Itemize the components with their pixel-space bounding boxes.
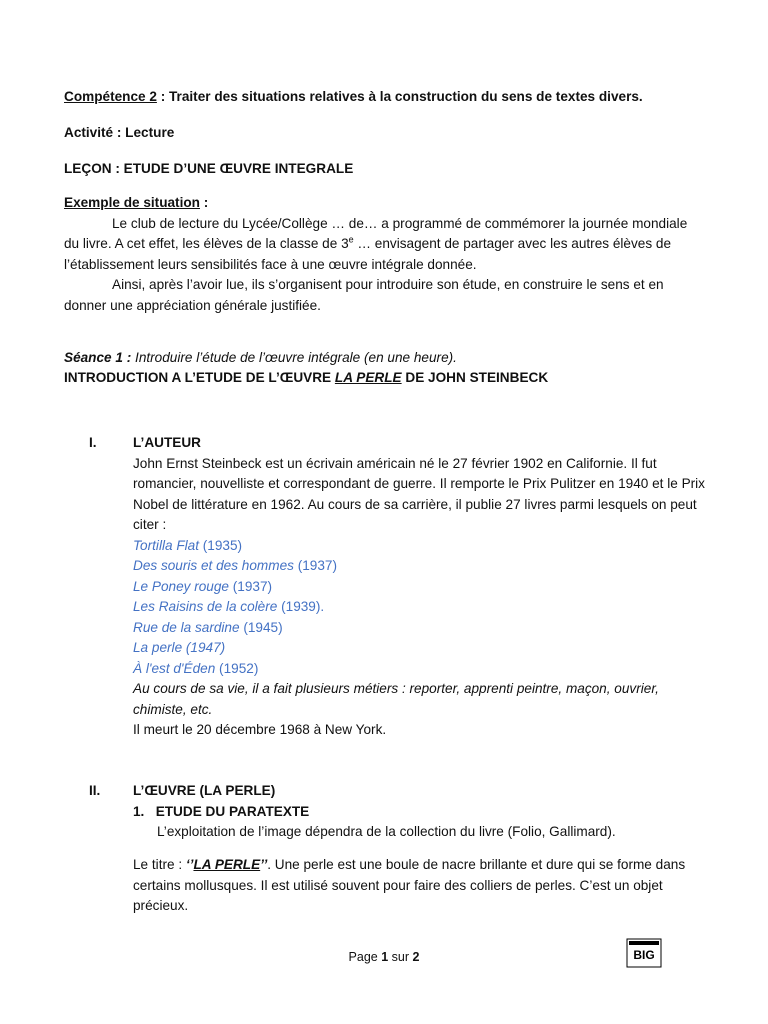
titre-quote-close: ’’	[260, 857, 268, 872]
titre-paragraph	[133, 855, 713, 917]
subsection-number: 1.	[133, 803, 145, 819]
section-1-number: I.	[89, 435, 97, 450]
book-year: (1939).	[277, 599, 325, 614]
book-item	[133, 556, 713, 577]
titre-pre: Le titre :	[133, 857, 186, 872]
intro-title-book: LA PERLE	[334, 370, 402, 385]
section-1-title: L’AUTEUR	[133, 435, 201, 450]
book-year: (1952)	[215, 660, 259, 676]
footer-page-total: 2	[412, 950, 420, 964]
book-title: Rue de la sardine	[133, 619, 240, 635]
footer-pre: Page	[348, 950, 382, 964]
book-title: À l'est d'Éden	[133, 660, 216, 676]
seance-label: Séance 1 :	[64, 350, 132, 365]
book-item	[133, 597, 713, 618]
book-item	[133, 618, 713, 639]
book-item	[133, 577, 713, 598]
book-title: Des souris et des hommes	[133, 558, 294, 573]
section-1-metiers: Au cours de sa vie, il a fait plusieurs métiers : reporter, apprenti peintre, maçon, ouvrier, chimiste, etc.	[133, 681, 659, 717]
section-2-title: L’ŒUVRE (LA PERLE)	[133, 783, 276, 798]
situation-p1a: Le club de lecture du Lycée/Collège … de… a programmé de commémorer la journée mondiale du livre. A cet effet, les élèves de la classe de 3	[64, 215, 688, 251]
big-logo	[626, 938, 662, 968]
footer-mid: sur	[388, 950, 413, 964]
book-year: (1937)	[229, 578, 273, 594]
book-title: Le Poney rouge	[133, 578, 229, 594]
book-title: La perle (1947)	[133, 640, 226, 655]
section-2-number: II.	[89, 783, 101, 798]
subsection-title: ETUDE DU PARATEXTE	[155, 803, 310, 819]
book-item	[133, 638, 713, 659]
competence-label: Compétence 2	[64, 89, 157, 104]
situation-heading	[64, 193, 704, 214]
book-list	[133, 536, 713, 680]
activite-line: Activité : Lecture	[64, 125, 175, 140]
book-year: (1935)	[198, 537, 243, 553]
competence-line	[64, 87, 704, 108]
situation-label: Exemple de situation	[64, 195, 200, 210]
lecon-line: LEÇON : ETUDE D’UNE ŒUVRE INTEGRALE	[64, 161, 354, 176]
book-item	[133, 659, 713, 680]
book-year: (1937)	[293, 558, 337, 573]
intro-title	[64, 368, 704, 389]
situation-sup: e	[348, 234, 354, 245]
competence-text: : Traiter des situations relatives à la construction du sens de textes divers.	[156, 89, 643, 104]
book-year: (1945)	[239, 619, 283, 635]
situation-paragraph-2: Ainsi, après l’avoir lue, ils s’organisent pour introduire son étude, en construire le sens et en donner une appréciation générale justifiée.	[64, 277, 664, 313]
titre-post: . Une perle est une boule de nacre brillante et dure qui se forme dans certains mollusques. Il est utilisé souvent pour faire des colliers de perles. C’est un objet précieux.	[133, 857, 686, 913]
book-item	[133, 536, 713, 557]
intro-title-post: DE JOHN STEINBECK	[401, 370, 549, 385]
book-title: Tortilla Flat	[133, 537, 199, 553]
seance-line	[64, 348, 704, 369]
intro-title-pre: INTRODUCTION A L’ETUDE DE L’ŒUVRE	[64, 370, 335, 385]
section-2-oeuvre	[133, 781, 713, 843]
titre-name: LA PERLE	[193, 857, 261, 872]
titre-quote-open: ‘’	[185, 857, 194, 872]
situation-paragraph-1	[64, 214, 704, 276]
svg-text:BIG: BIG	[633, 948, 655, 962]
footer-page-number: 1	[381, 950, 389, 964]
section-1-body: John Ernst Steinbeck est un écrivain américain né le 27 février 1902 en Californie. Il fut romancier, nouvelliste et correspondant de guerre. Il remporte le Prix Pulitzer en 1940 et le Prix Nobel de littérature en 1962. Au cours de sa carrière, il publie 27 livres parmi lesquels on peut citer :	[133, 455, 705, 532]
book-title: Les Raisins de la colère	[133, 599, 278, 614]
section-1-auteur	[133, 433, 713, 741]
section-2-subtitle	[133, 802, 713, 823]
section-1-mort: Il meurt le 20 décembre 1968 à New York.	[133, 722, 387, 737]
situation-p1b: … envisagent de partager avec les autres élèves de l’établissement leurs sensibilités face à une œuvre intégrale donnée.	[64, 236, 672, 272]
situation-colon: :	[199, 195, 209, 210]
seance-text: Introduire l’étude de l’œuvre intégrale (en une heure).	[131, 350, 457, 365]
section-2-image-text: L’exploitation de l’image dépendra de la collection du livre (Folio, Gallimard).	[157, 824, 616, 839]
situation-block	[64, 193, 704, 316]
